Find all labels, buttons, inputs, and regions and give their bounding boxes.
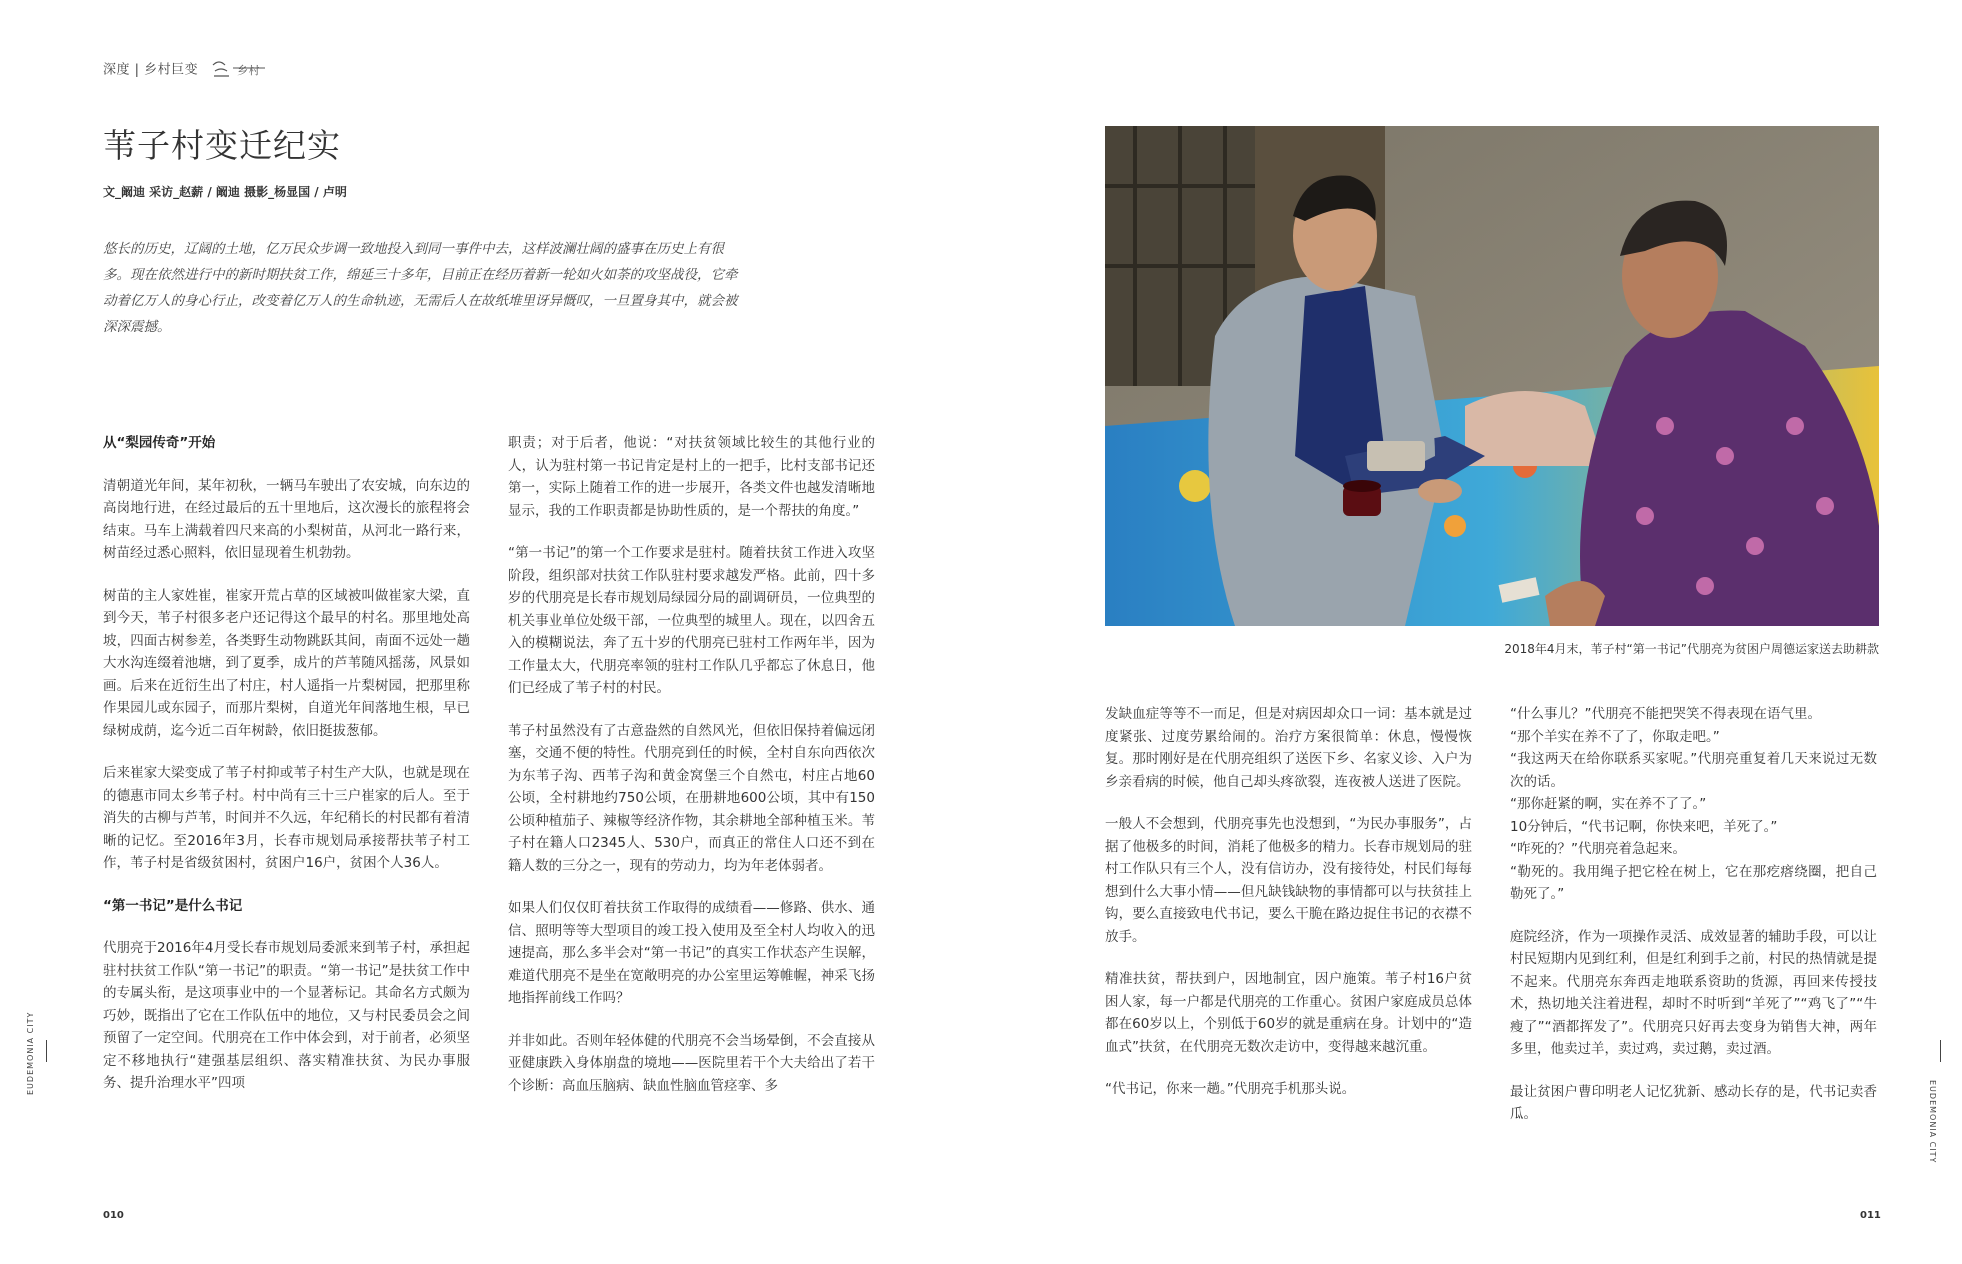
side-tick (1940, 1040, 1941, 1062)
section-tag (103, 57, 267, 83)
logo-text: 乡村 (236, 64, 260, 77)
village-logo-icon (211, 57, 267, 83)
paragraph: 树苗的主人家姓崔，崔家开荒占草的区域被叫做崔家大梁，直到今天，苇子村很多老户还记得这个最早的村名。那里地处高坡，四面古树参差，各类野生动物跳跃其间，南面不远处一趟大水沟连缀着池塘，到了夏季，成片的芦苇随风摇荡，风景如画。后来在近衍生出了村庄，村人遥指一片梨树园，把那里称作果园儿或东园子，而那片梨树，自道光年间落地生根，早已绿树成荫，迄今近二百年树龄，依旧挺拔葱郁。 (103, 587, 470, 739)
paragraph: 代朋亮于2016年4月受长春市规划局委派来到苇子村，承担起驻村扶贫工作队“第一书记”的职责。“第一书记”是扶贫工作中的专属头衔，是这项事业中的一个显著标记。其命名方式颇为巧妙，既指出了它在工作队伍中的地位，又与村民委员会之间预留了一定空间。代朋亮在工作中体会到，对于前者，必须坚定不移地执行“建强基层组织、落实精准扶贫、为民办事服务、提升治理水平”四项 (103, 940, 470, 1091)
paragraph: 并非如此。否则年轻体健的代朋亮不会当场晕倒，不会直接从亚健康跌入身体崩盘的境地——医院里若干个大夫给出了若干个诊断：高血压脑病、缺血性脑血管痉挛、多 (508, 1032, 875, 1094)
column-1 (103, 432, 470, 1115)
dialogue-line: “那你赶紧的啊，实在养不了了。” (1510, 796, 1707, 812)
column-3 (1105, 703, 1472, 1121)
paragraph: 庭院经济，作为一项操作灵活、成效显著的辅助手段，可以让村民短期内见到红利，但是红利到手之前，村民的热情就是提不起来。代朋亮东奔西走地联系资助的货源，再回来传授技术，热切地关注着进程，却时不时听到“羊死了”“鸡飞了”“牛瘦了”“酒都挥发了”。代朋亮只好再去变身为销售大神，两年多里，他卖过羊，卖过鸡，卖过鹅，卖过酒。 (1510, 928, 1877, 1057)
article-title: 苇子村变迁纪实 (103, 126, 341, 165)
dialogue-line: “什么事儿？”代朋亮不能把哭笑不得表现在语气里。 (1510, 706, 1821, 722)
paragraph: 苇子村虽然没有了古意盎然的自然风光，但依旧保持着偏远闭塞，交通不便的特性。代朋亮到任的时候，全村自东向西依次为东苇子沟、西苇子沟和黄金窝堡三个自然屯，村庄占地60公顷，全村耕地约750公顷，在册耕地600公顷，其中有150公顷种植茄子、辣椒等经济作物，其余耕地全部种植玉米。苇子村在籍人口2345人、530户，而真正的常住人口还不到在籍人数的三分之一，现有的劳动力，均为年老体弱者。 (508, 722, 875, 874)
lede-paragraph: 悠长的历史，辽阔的土地，亿万民众步调一致地投入到同一事件中去，这样波澜壮阔的盛事在历史上有很多。现在依然进行中的新时期扶贫工作，绵延三十多年，目前正在经历着新一轮如火如荼的攻坚战役，它牵动着亿万人的身心行止，改变着亿万人的生命轨迹，无需后人在故纸堆里讶异慨叹，一旦置身其中，就会被深深震撼。 (103, 241, 738, 335)
page-number-left: 010 (103, 1210, 124, 1221)
paragraph: 如果人们仅仅盯着扶贫工作取得的成绩看——修路、供水、通信、照明等等大型项目的竣工投入使用及至全村人均收入的迅速提高，那么多半会对“第一书记”的真实工作状态产生误解，难道代朋亮不是坐在宽敞明亮的办公室里运筹帷幄，神采飞扬地指挥前线工作吗？ (508, 900, 875, 1006)
side-mark-right: EUDEMONIA CITY (1928, 1080, 1937, 1164)
paragraph: “代书记，你来一趟。”代朋亮手机那头说。 (1105, 1081, 1356, 1097)
dialogue-line: “我这两天在给你联系买家呢。”代朋亮重复着几天来说过无数次的话。 (1510, 751, 1877, 790)
paragraph: 精准扶贫，帮扶到户，因地制宜，因户施策。苇子村16户贫困人家，每一户都是代朋亮的工作重心。贫困户家庭成员总体都在60岁以上，个别低于60岁的就是重病在身。计划中的“造血式”扶贫，在代朋亮无数次走访中，变得越来越沉重。 (1105, 971, 1472, 1055)
paragraph: 发缺血症等等不一而足，但是对病因却众口一词：基本就是过度紧张、过度劳累给闹的。治疗方案很简单：休息，慢慢恢复。那时刚好是在代朋亮组织了送医下乡、名家义诊、入户为乡亲看病的时候，他自己却头疼欲裂，连夜被人送进了医院。 (1105, 706, 1472, 790)
dialogue-line: 10分钟后，“代书记啊，你快来吧，羊死了。” (1510, 818, 1778, 835)
dialogue-line: “那个羊实在养不了了，你取走吧。” (1510, 728, 1720, 745)
photo-caption: 2018年4月末，苇子村“第一书记”代朋亮为贫困户周德运家送去助耕款 (1504, 642, 1879, 656)
paragraph: 最让贫困户曹印明老人记忆犹新、感动长存的是，代书记卖香瓜。 (1510, 1083, 1877, 1122)
article-photo (1105, 126, 1879, 626)
subheading-pear-garden: 从“梨园传奇”开始 (103, 435, 216, 451)
side-tick (46, 1040, 47, 1062)
subheading-first-secretary: “第一书记”是什么书记 (103, 897, 243, 914)
photo-illustration (1105, 126, 1879, 626)
paragraph: 一般人不会想到，代朋亮事先也没想到，“为民办事服务”，占据了他极多的时间，消耗了他极多的精力。长春市规划局的驻村工作队只有三个人，没有信访办，没有接待处，村民们每每想到什么大事小情——但凡缺钱缺物的事情都可以与扶贫挂上钩，要么直接致电代书记，要么干脆在路边捉住书记的衣襟不放手。 (1105, 816, 1472, 945)
paragraph: “第一书记”的第一个工作要求是驻村。随着扶贫工作进入攻坚阶段，组织部对扶贫工作队驻村要求越发严格。此前，四十多岁的代朋亮是长春市规划局绿园分局的副调研员，一位典型的机关事业单位处级干部，一位典型的城里人。现在，以四舍五入的模糊说法，奔了五十岁的代朋亮已驻村工作两年半，因为工作量太大，代朋亮率领的驻村工作队几乎都忘了休息日，他们已经成了苇子村的村民。 (508, 545, 875, 696)
paragraph: 清朝道光年间，某年初秋，一辆马车驶出了农安城，向东边的高岗地行进，在经过最后的五十里地后，这次漫长的旅程将会结束。马车上满载着四尺来高的小梨树苗，从河北一路行来，树苗经过悉心照料，依旧显现着生机勃勃。 (103, 477, 470, 561)
dialogue-line: “咋死的？”代朋亮着急起来。 (1510, 841, 1686, 857)
column-2 (508, 432, 875, 1117)
column-4 (1510, 703, 1877, 1146)
paragraph: 后来崔家大梁变成了苇子村抑或苇子村生产大队，也就是现在的德惠市同太乡苇子村。村中尚有三十三户崔家的后人。至于消失的古柳与芦苇，时间并不久远，年纪稍长的村民都有着清晰的记忆。至2016年3月，长春市规划局承接帮扶苇子村工作，苇子村是省级贫困村，贫困户16户，贫困个人36人。 (103, 765, 470, 871)
section-label: 深度 | 乡村巨变 (103, 62, 199, 78)
page-number-right: 011 (1860, 1210, 1881, 1221)
byline: 文_阚迪 采访_赵薪 / 阚迪 摄影_杨显国 / 卢明 (103, 185, 347, 199)
paragraph: 职责；对于后者，他说：“对扶贫领域比较生的其他行业的人，认为驻村第一书记肯定是村上的一把手，比村支部书记还第一，实际上随着工作的进一步展开，各类文件也越发清晰地显示，我的工作职责都是协助性质的，是一个帮扶的角度。” (508, 435, 875, 519)
side-mark-left: EUDEMONIA CITY (26, 1011, 35, 1095)
dialogue-line: “勒死的。我用绳子把它栓在树上，它在那疙瘩绕圈，把自己勒死了。” (1510, 863, 1877, 902)
